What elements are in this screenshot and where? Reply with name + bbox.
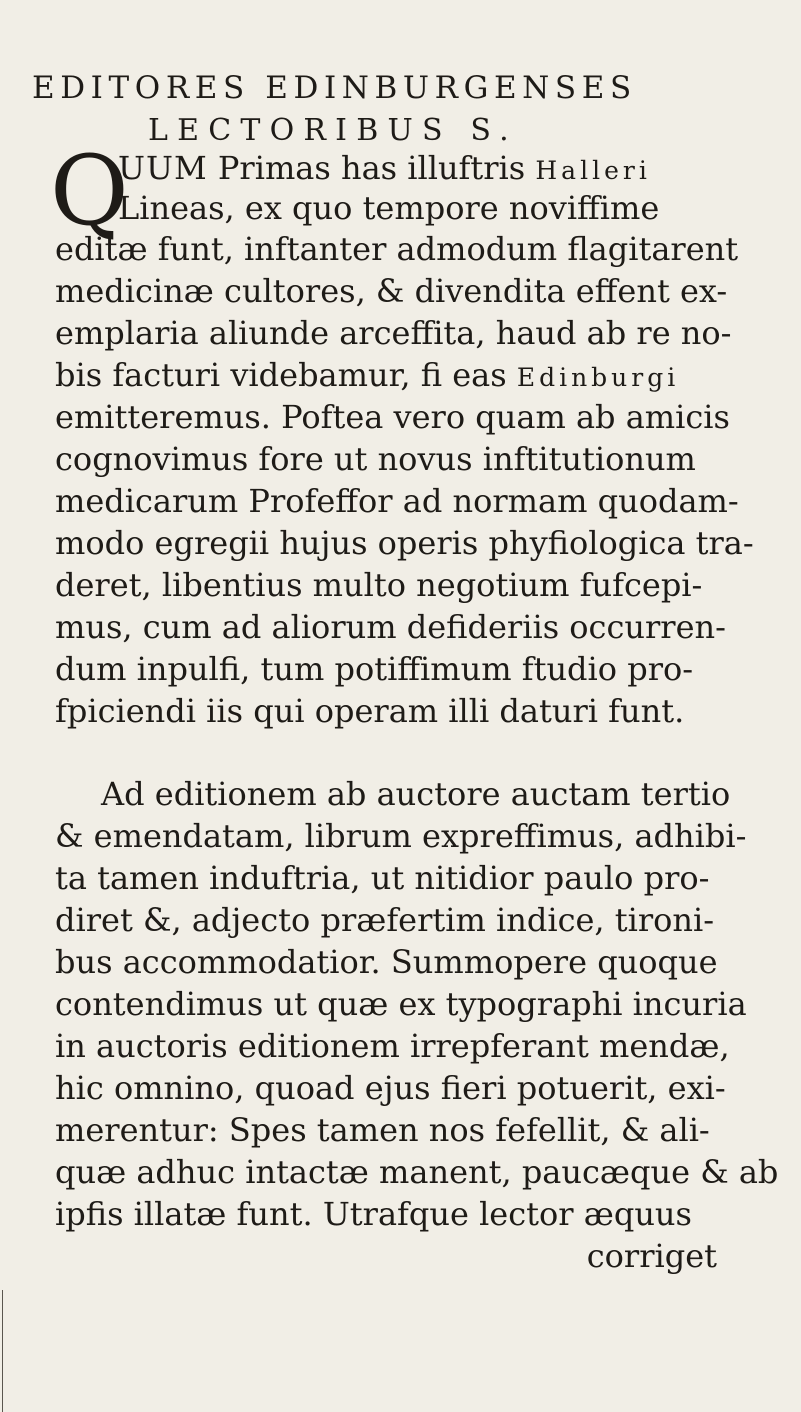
text-line — [118, 148, 651, 191]
text-line: Ad editionem ab auctore auctam tertio — [101, 775, 731, 813]
text-line: mus, cum ad aliorum defideriis occurren- — [55, 608, 726, 646]
text-line: emplaria aliunde arceffita, haud ab re no- — [55, 314, 732, 352]
text-line: bus accommodatior. Summopere quoque — [55, 943, 718, 981]
text-line — [55, 355, 679, 398]
text-line: ta tamen induftria, ut nitidior paulo pro- — [55, 859, 710, 897]
place-edinburgi: Edinburgi — [516, 363, 680, 392]
text-line: Lineas, ex quo tempore noviffime — [118, 189, 660, 227]
text-line: editæ funt, inftanter admodum flagitarent — [55, 230, 739, 268]
text-line: merentur: Spes tamen nos fefellit, & ali- — [55, 1111, 710, 1149]
text-line: quæ adhuc intactæ manent, paucæque & ab — [55, 1153, 779, 1191]
text-line: ipfis illatæ funt. Utrafque lector æquus — [55, 1195, 692, 1233]
heading-editores: EDITORES EDINBURGENSES — [32, 70, 637, 106]
text-line: contendimus ut quæ ex typographi incuria — [55, 985, 747, 1023]
text-line: modo egregii hujus operis phyfiologica tra- — [55, 524, 754, 562]
name-halleri: Halleri — [535, 156, 651, 185]
drop-cap: Q — [50, 135, 129, 247]
text-line: dum inpulfi, tum potiffimum ftudio pro- — [55, 650, 694, 688]
text-line: diret &, adjecto præfertim indice, tironi- — [55, 901, 715, 939]
text-line: deret, libentius multo negotium fufcepi- — [55, 566, 703, 604]
text-line: & emendatam, librum expreffimus, adhibi- — [55, 817, 747, 855]
text-fragment: Primas has illuftris — [217, 149, 526, 187]
text-line: in auctoris editionem irrepferant mendæ, — [55, 1027, 730, 1065]
catchword: corriget — [586, 1237, 717, 1275]
text-line: medicinæ cultores, & divendita effent ex- — [55, 272, 728, 310]
text-line: hic omnino, quoad ejus fieri potuerit, exi- — [55, 1069, 726, 1107]
text-line: emitteremus. Poftea vero quam ab amicis — [55, 398, 730, 436]
text-fragment: bis facturi videbamur, fi eas — [55, 356, 507, 394]
text-line: cognovimus fore ut novus inftitutionum — [55, 440, 696, 478]
text-line: fpiciendi iis qui operam illi daturi funt. — [55, 692, 685, 730]
heading-lectoribus: LECTORIBUS S. — [148, 113, 518, 148]
page-edge-shadow — [2, 1290, 3, 1412]
text-line: medicarum Profeffor ad normam quodam- — [55, 482, 739, 520]
first-word: UUM — [118, 149, 208, 187]
